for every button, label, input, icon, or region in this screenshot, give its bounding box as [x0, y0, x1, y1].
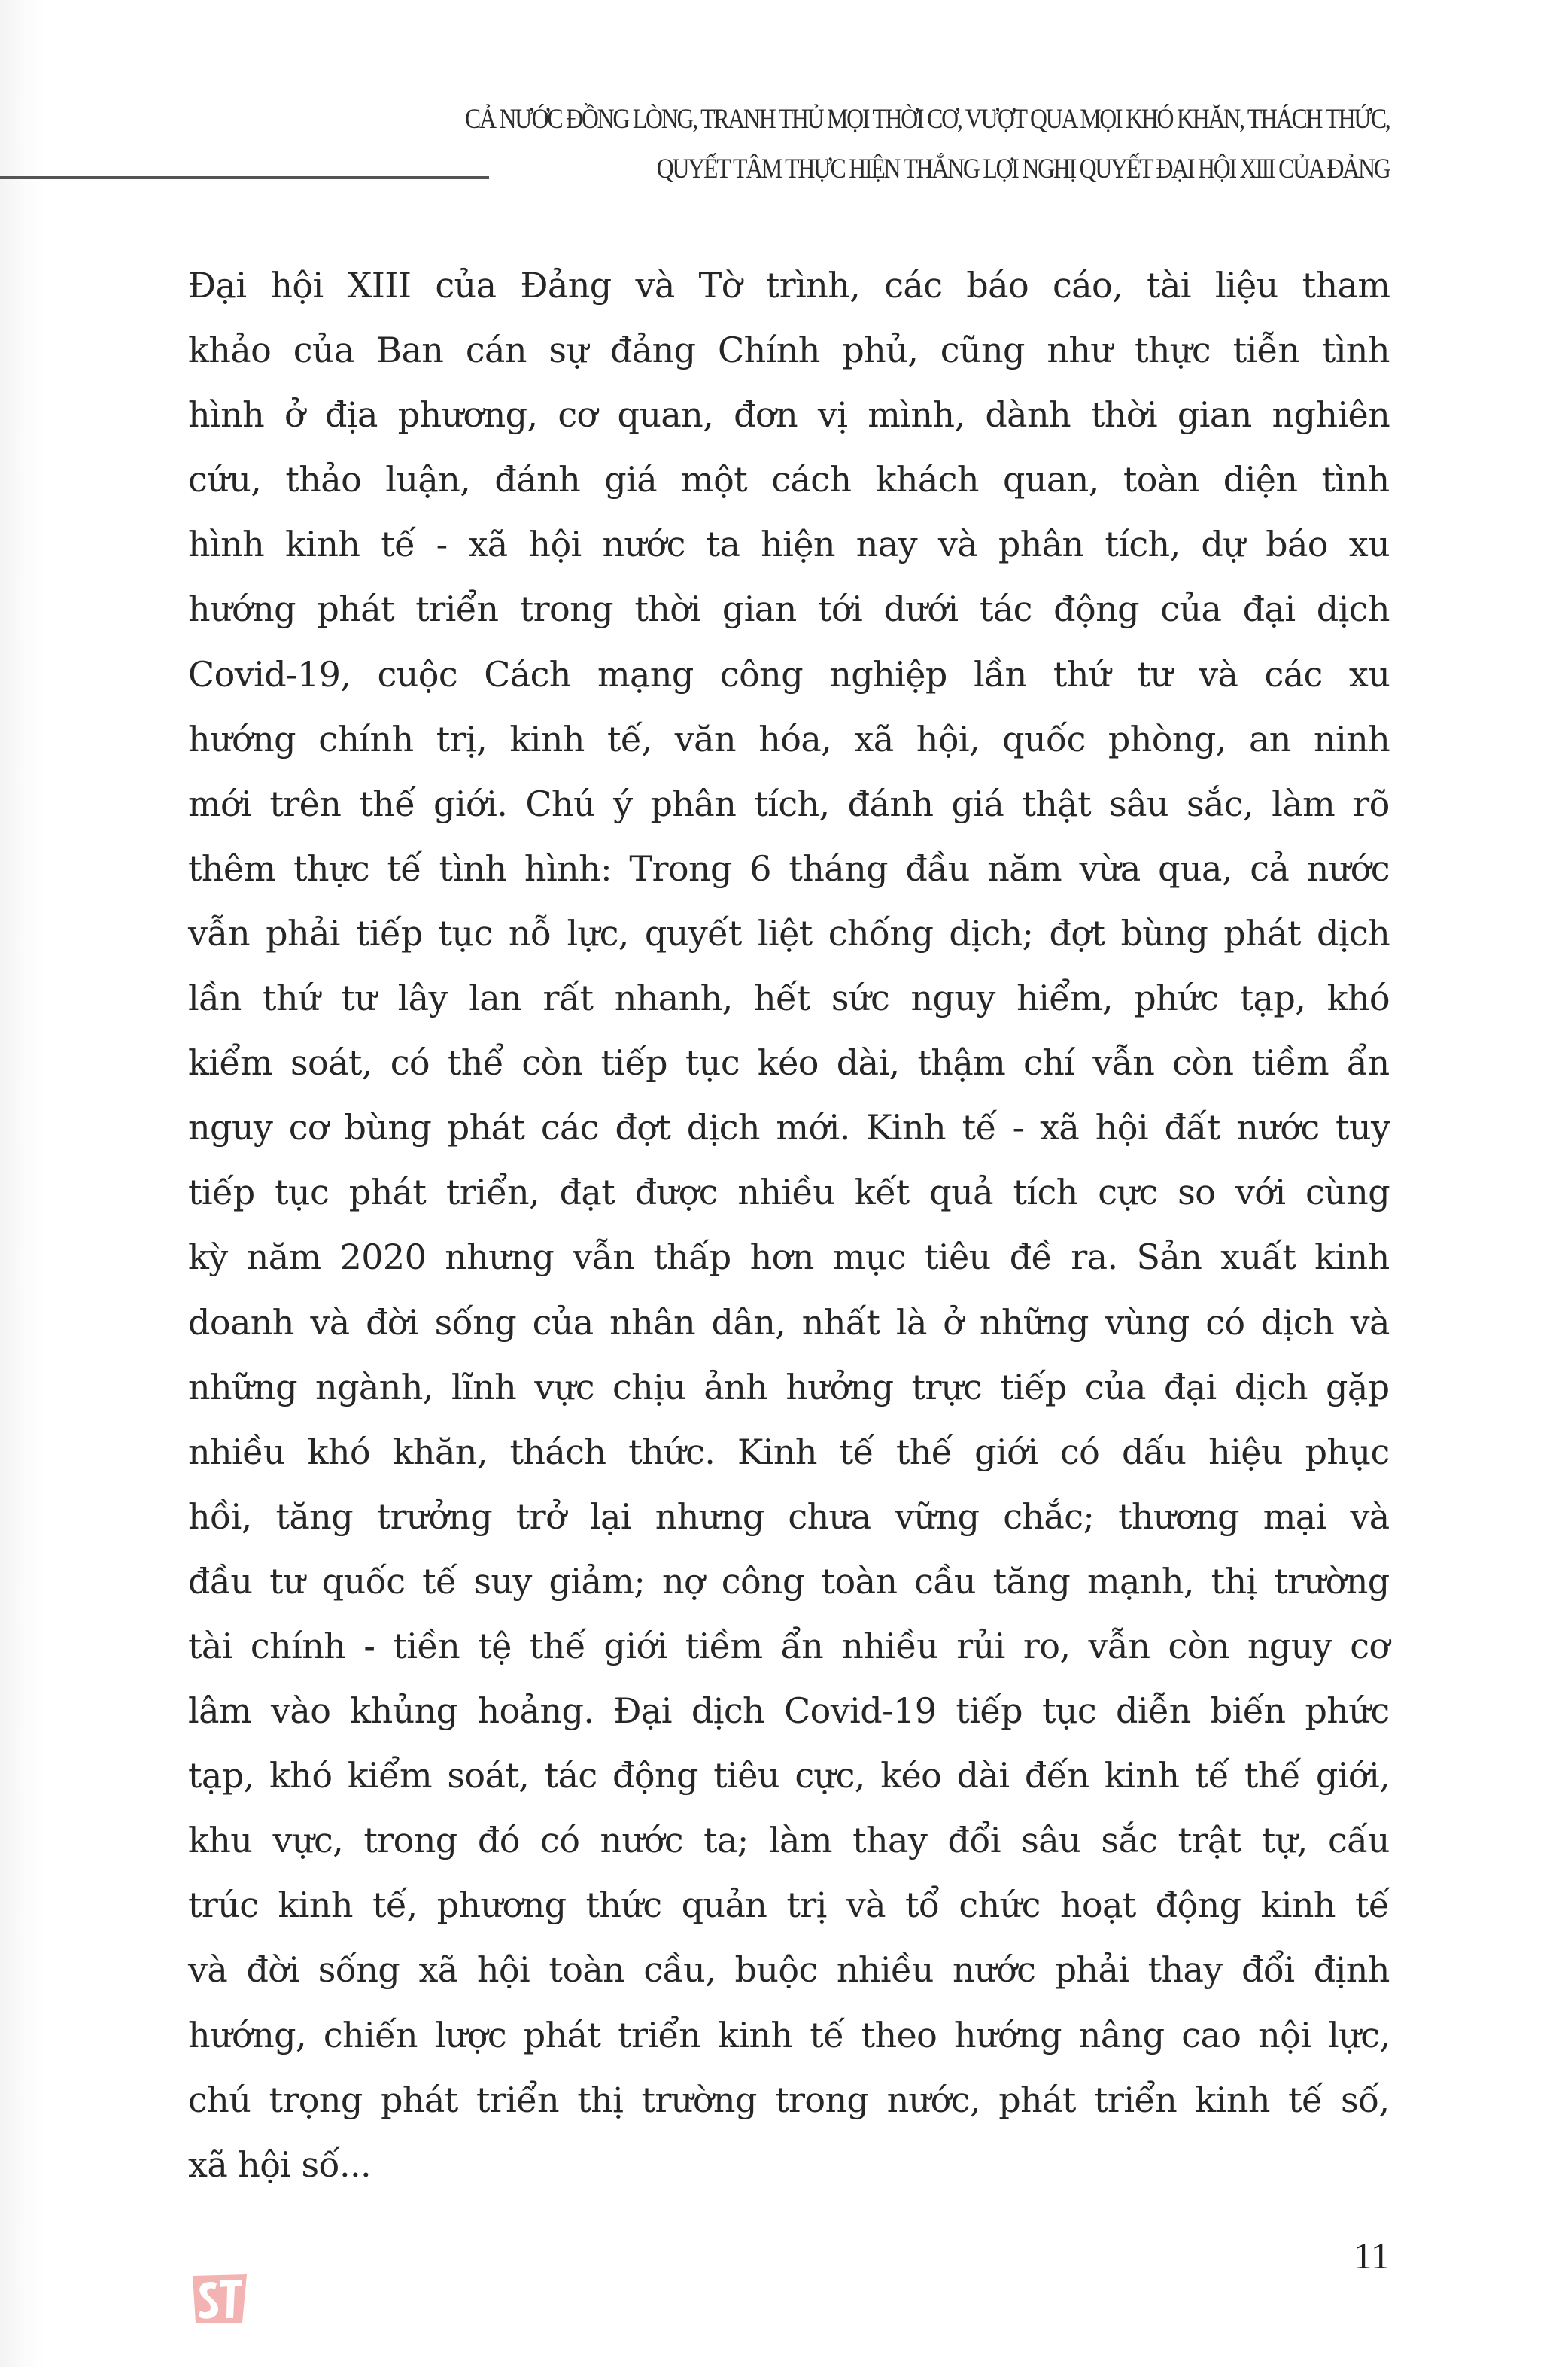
- page-number: 11: [1353, 2235, 1390, 2277]
- text-line: mới trên thế giới. Chú ý phân tích, đánh giá thật sâu sắc, làm rõ: [188, 783, 1390, 824]
- text-line: hướng phát triển trong thời gian tới dưới tác động của đại dịch: [188, 589, 1390, 630]
- text-line: đầu tư quốc tế suy giảm; nợ công toàn cầu tăng mạnh, thị trường: [188, 1560, 1390, 1602]
- text-line: hướng chính trị, kinh tế, văn hóa, xã hội, quốc phòng, an ninh: [188, 718, 1390, 759]
- running-head-line-1: CẢ NƯỚC ĐỒNG LÒNG, TRANH THỦ MỌI THỜI CƠ, VƯỢT QUA MỌI KHÓ KHĂN, THÁCH THỨC,: [465, 104, 1390, 135]
- body-paragraph: [188, 253, 1390, 2197]
- text-line: thêm thực tế tình hình: Trong 6 tháng đầu năm vừa qua, cả nước: [188, 847, 1390, 889]
- text-line: nguy cơ bùng phát các đợt dịch mới. Kinh tế - xã hội đất nước tuy: [188, 1107, 1390, 1149]
- text-line: khảo của Ban cán sự đảng Chính phủ, cũng như thực tiễn tình: [188, 330, 1390, 371]
- text-line: Covid-19, cuộc Cách mạng công nghiệp lần thứ tư và các xu: [188, 653, 1390, 695]
- text-line: kiểm soát, có thể còn tiếp tục kéo dài, thậm chí vẫn còn tiềm ẩn: [188, 1042, 1390, 1084]
- text-line: doanh và đời sống của nhân dân, nhất là ở những vùng có dịch và: [188, 1301, 1390, 1343]
- text-line: hình ở địa phương, cơ quan, đơn vị mình, dành thời gian nghiên: [188, 394, 1390, 436]
- text-line: vẫn phải tiếp tục nỗ lực, quyết liệt chống dịch; đợt bùng phát dịch: [188, 912, 1390, 954]
- text-line: tiếp tục phát triển, đạt được nhiều kết quả tích cực so với cùng: [188, 1172, 1390, 1213]
- text-line: trúc kinh tế, phương thức quản trị và tổ chức hoạt động kinh tế: [188, 1885, 1390, 1926]
- publisher-logo-icon: [188, 2271, 250, 2324]
- text-line: lâm vào khủng hoảng. Đại dịch Covid-19 tiếp tục diễn biến phức: [188, 1690, 1390, 1732]
- text-line: lần thứ tư lây lan rất nhanh, hết sức nguy hiểm, phức tạp, khó: [188, 978, 1390, 1019]
- text-line: kỳ năm 2020 nhưng vẫn thấp hơn mục tiêu đề ra. Sản xuất kinh: [188, 1237, 1390, 1278]
- text-line: tài chính - tiền tệ thế giới tiềm ẩn nhiều rủi ro, vẫn còn nguy cơ: [188, 1625, 1390, 1666]
- text-line: Đại hội XIII của Đảng và Tờ trình, các báo cáo, tài liệu tham: [188, 265, 1390, 306]
- text-line: xã hội số...: [188, 2143, 372, 2185]
- text-line: hướng, chiến lược phát triển kinh tế theo hướng nâng cao nội lực,: [188, 2014, 1390, 2055]
- text-line: khu vực, trong đó có nước ta; làm thay đổi sâu sắc trật tự, cấu: [188, 1820, 1390, 1861]
- running-head: [465, 95, 1390, 194]
- text-line: nhiều khó khăn, thách thức. Kinh tế thế giới có dấu hiệu phục: [188, 1431, 1390, 1472]
- text-line: hình kinh tế - xã hội nước ta hiện nay và phân tích, dự báo xu: [188, 524, 1390, 565]
- text-line: và đời sống xã hội toàn cầu, buộc nhiều nước phải thay đổi định: [188, 1949, 1390, 1991]
- text-line: cứu, thảo luận, đánh giá một cách khách quan, toàn diện tình: [188, 459, 1390, 500]
- text-line: chú trọng phát triển thị trường trong nước, phát triển kinh tế số,: [188, 2079, 1390, 2120]
- text-line: những ngành, lĩnh vực chịu ảnh hưởng trực tiếp của đại dịch gặp: [188, 1366, 1390, 1407]
- text-line: tạp, khó kiểm soát, tác động tiêu cực, kéo dài đến kinh tế thế giới,: [188, 1755, 1390, 1797]
- header-rule: [0, 176, 489, 179]
- text-line: hồi, tăng trưởng trở lại nhưng chưa vững chắc; thương mại và: [188, 1495, 1390, 1537]
- running-head-line-2: QUYẾT TÂM THỰC HIỆN THẮNG LỢI NGHỊ QUYẾT ĐẠI HỘI XIII CỦA ĐẢNG: [657, 154, 1390, 184]
